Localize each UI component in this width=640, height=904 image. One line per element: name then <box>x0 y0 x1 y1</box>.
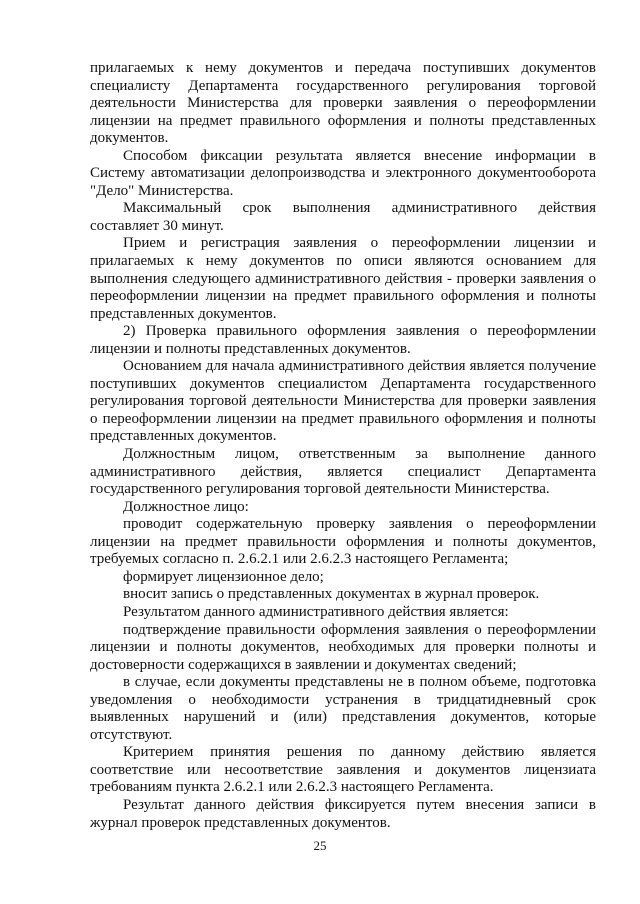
paragraph: Должностным лицом, ответственным за выполнение данного административного действия, является специалист Департамента государственного регулирования торговой деятельности Министерства. <box>90 446 596 498</box>
paragraph: Результатом данного административного действия является: <box>123 603 509 620</box>
paragraph: Способом фиксации результата является внесение информации в Систему автоматизации делопроизводства и электронного документооборота "Дело" Министерства. <box>90 147 596 199</box>
paragraph: формирует лицензионное дело; <box>123 568 324 585</box>
document-body <box>90 60 596 832</box>
paragraph: Критерием принятия решения по данному действию является соответствие или несоответствие заявления и документов лицензиата требованиям пункта 2.6.2.1 или 2.6.2.3 настоящего Регламента. <box>90 744 596 796</box>
paragraph: Основанием для начала административного действия является получение поступивших документов специалистом Департамента государственного регулирования торговой деятельности Министерства для проверки заявления о переоформлении лицензии на предмет правильного оформления и полноты представленных документов. <box>90 358 596 445</box>
paragraph: 2) Проверка правильного оформления заявления о переоформлении лицензии и полноты представленных документов. <box>90 323 596 357</box>
paragraph: прилагаемых к нему документов и передача поступивших документов специалисту Департамента государственного регулирования торговой деятельности Министерства для проверки заявления о переоформлении лицензии на предмет правильного оформления и полноты представленных документов. <box>90 60 596 147</box>
paragraph: Прием и регистрация заявления о переоформлении лицензии и прилагаемых к нему документов по описи являются основанием для выполнения следующего административного действия - проверки заявления о переоформлении лицензии на предмет правильного оформления и полноты представленных документов. <box>90 235 596 322</box>
page-number: 25 <box>313 838 327 853</box>
paragraph: проводит содержательную проверку заявления о переоформлении лицензии на предмет правильности оформления и полноты документов, требуемых согласно п. 2.6.2.1 или 2.6.2.3 настоящего Регламента; <box>90 516 596 568</box>
paragraph: Максимальный срок выполнения административного действия составляет 30 минут. <box>90 200 596 234</box>
paragraph: подтверждение правильности оформления заявления о переоформлении лицензии и полноты документов, необходимых для проверки полноты и достоверности содержащихся в заявлении и документах сведений; <box>90 621 596 673</box>
paragraph: Должностное лицо: <box>123 498 249 515</box>
paragraph: Результат данного действия фиксируется путем внесения записи в журнал проверок представленных документов. <box>90 796 596 831</box>
paragraph: в случае, если документы представлены не в полном объеме, подготовка уведомления о необходимости устранения в тридцатидневный срок выявленных нарушений и (или) представления документов, которые отсутствуют. <box>90 674 596 743</box>
paragraph: вносит запись о представленных документах в журнал проверок. <box>123 586 540 603</box>
